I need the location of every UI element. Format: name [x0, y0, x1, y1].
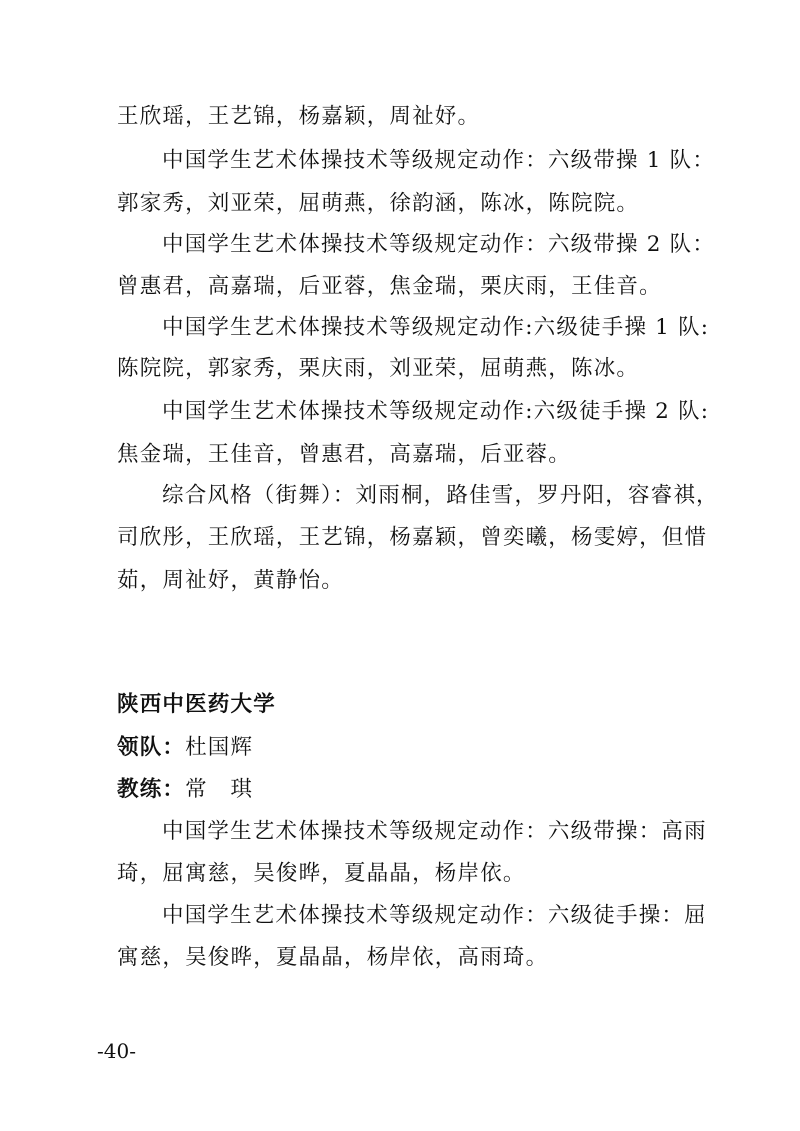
text-line: 焦金瑞，王佳音，曾惠君，高嘉瑞，后亚蓉。: [117, 442, 572, 467]
text-line: 中国学生艺术体操技术等级规定动作:六级徒手操 2 队:: [162, 399, 710, 424]
text-line: 陈院院，郭家秀，栗庆雨，刘亚荣，屈萌燕，陈冰。: [117, 356, 640, 381]
coach-label: 教练：: [117, 777, 186, 802]
coach-name: 常 琪: [185, 777, 254, 802]
coach-line: [117, 775, 692, 805]
text-line: 中国学生艺术体操技术等级规定动作：六级带操 2 队：: [162, 232, 716, 257]
text-line: 寓慈，吴俊晔，夏晶晶，杨岸依，高雨琦。: [117, 945, 549, 970]
text-line: 司欣彤，王欣瑶，王艺锦，杨嘉颖，曾奕曦，杨雯婷，但惜: [117, 525, 708, 550]
text-line: 中国学生艺术体操技术等级规定动作：六级徒手操：屈: [162, 903, 707, 928]
text-line: 曾惠君，高嘉瑞，后亚蓉，焦金瑞，栗庆雨，王佳音。: [117, 274, 662, 299]
text-line: 茹，周祉妤，黄静怡。: [117, 568, 345, 593]
text-line: 王欣瑶，王艺锦，杨嘉颖，周祉妤。: [117, 104, 481, 129]
leader-label: 领队：: [117, 735, 186, 760]
text-line: 中国学生艺术体操技术等级规定动作：六级带操：高雨: [162, 819, 707, 844]
text-line: 郭家秀，刘亚荣，屈萌燕，徐韵涵，陈冰，陈院院。: [117, 191, 640, 216]
leader-line: [117, 733, 692, 763]
leader-name: 杜国辉: [185, 735, 254, 760]
school-heading: 陕西中医药大学: [117, 692, 276, 717]
page-number: -40-: [97, 1039, 136, 1063]
text-line: 中国学生艺术体操技术等级规定动作：六级带操 1 队：: [162, 148, 716, 173]
text-line: 琦，屈寓慈，吴俊晔，夏晶晶，杨岸依。: [117, 861, 526, 886]
text-line: 中国学生艺术体操技术等级规定动作:六级徒手操 1 队:: [162, 315, 710, 340]
text-line: 综合风格（街舞）：刘雨桐，路佳雪，罗丹阳，容睿祺，: [162, 483, 719, 508]
